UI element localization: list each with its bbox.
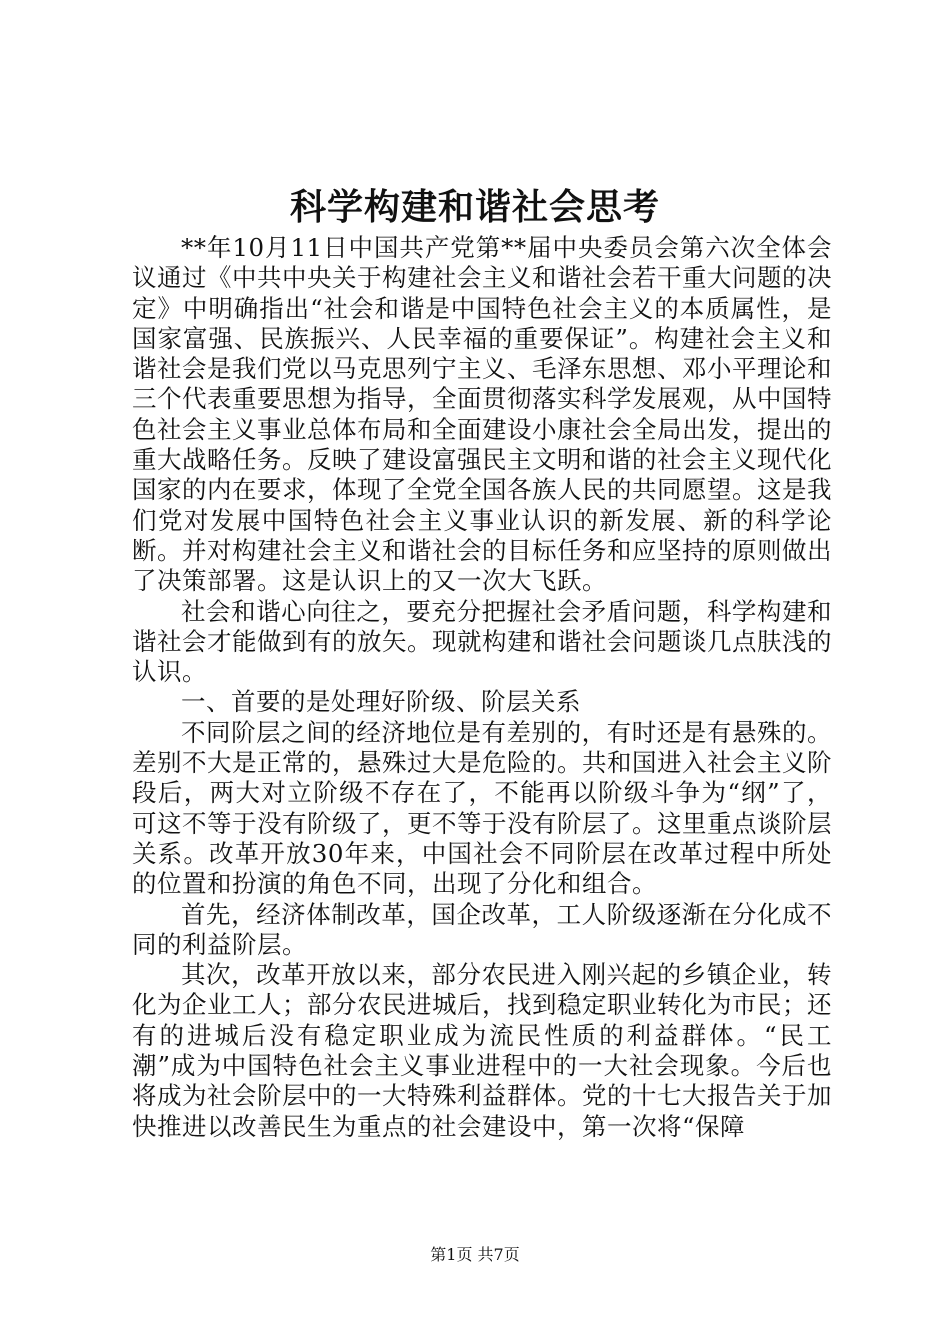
paragraph-4: 不同阶层之间的经济地位是有差别的，有时还是有悬殊的。差别不大是正常的，悬殊过大是危险的。共和国进入社会主义阶段后，两大对立阶级不存在了，不能再以阶级斗争为“纲”了，可这不等于没有阶级了，更不等于没有阶层了。这里重点谈阶层关系。改革开放30年来，中国社会不同阶层在改革过程中所处的位置和扮演的角色不同，出现了分化和组合。 — [132, 717, 832, 899]
document-title: 科学构建和谐社会思考 — [289, 186, 660, 228]
paragraph-5: 首先，经济体制改革，国企改革，工人阶级逐渐在分化成不同的利益阶层。 — [132, 899, 832, 959]
section-heading-1: 一、首要的是处理好阶级、阶层关系 — [181, 687, 581, 717]
page-footer: 第1页 共7页 — [430, 1245, 520, 1264]
paragraph-2: 社会和谐心向往之，要充分把握社会矛盾问题，科学构建和谐社会才能做到有的放矢。现就构建和谐社会问题谈几点肤浅的认识。 — [132, 596, 832, 687]
document-body — [132, 233, 832, 1142]
paragraph-6: 其次，改革开放以来，部分农民进入刚兴起的乡镇企业，转化为企业工人；部分农民进城后，找到稳定职业转化为市民；还有的进城后没有稳定职业成为流民性质的利益群体。“民工潮”成为中国特色社会主义事业进程中的一大社会现象。今后也将成为社会阶层中的一大特殊利益群体。党的十七大报告关于加快推进以改善民生为重点的社会建设中，第一次将“保障 — [132, 960, 832, 1141]
paragraph-intro: **年10月11日中国共产党第**届中央委员会第六次全体会议通过《中共中央关于构建社会主义和谐社会若干重大问题的决定》中明确指出“社会和谐是中国特色社会主义的本质属性，是国家富强、民族振兴、人民幸福的重要保证”。构建社会主义和谐社会是我们党以马克思列宁主义、毛泽东思想、邓小平理论和三个代表重要思想为指导，全面贯彻落实科学发展观，从中国特色社会主义事业总体布局和全面建设小康社会全局出发，提出的重大战略任务。反映了建设富强民主文明和谐的社会主义现代化国家的内在要求，体现了全党全国各族人民的共同愿望。这是我们党对发展中国特色社会主义事业认识的新发展、新的科学论断。并对构建社会主义和谐社会的目标任务和应坚持的原则做出了决策部署。这是认识上的又一次大飞跃。 — [132, 233, 832, 596]
